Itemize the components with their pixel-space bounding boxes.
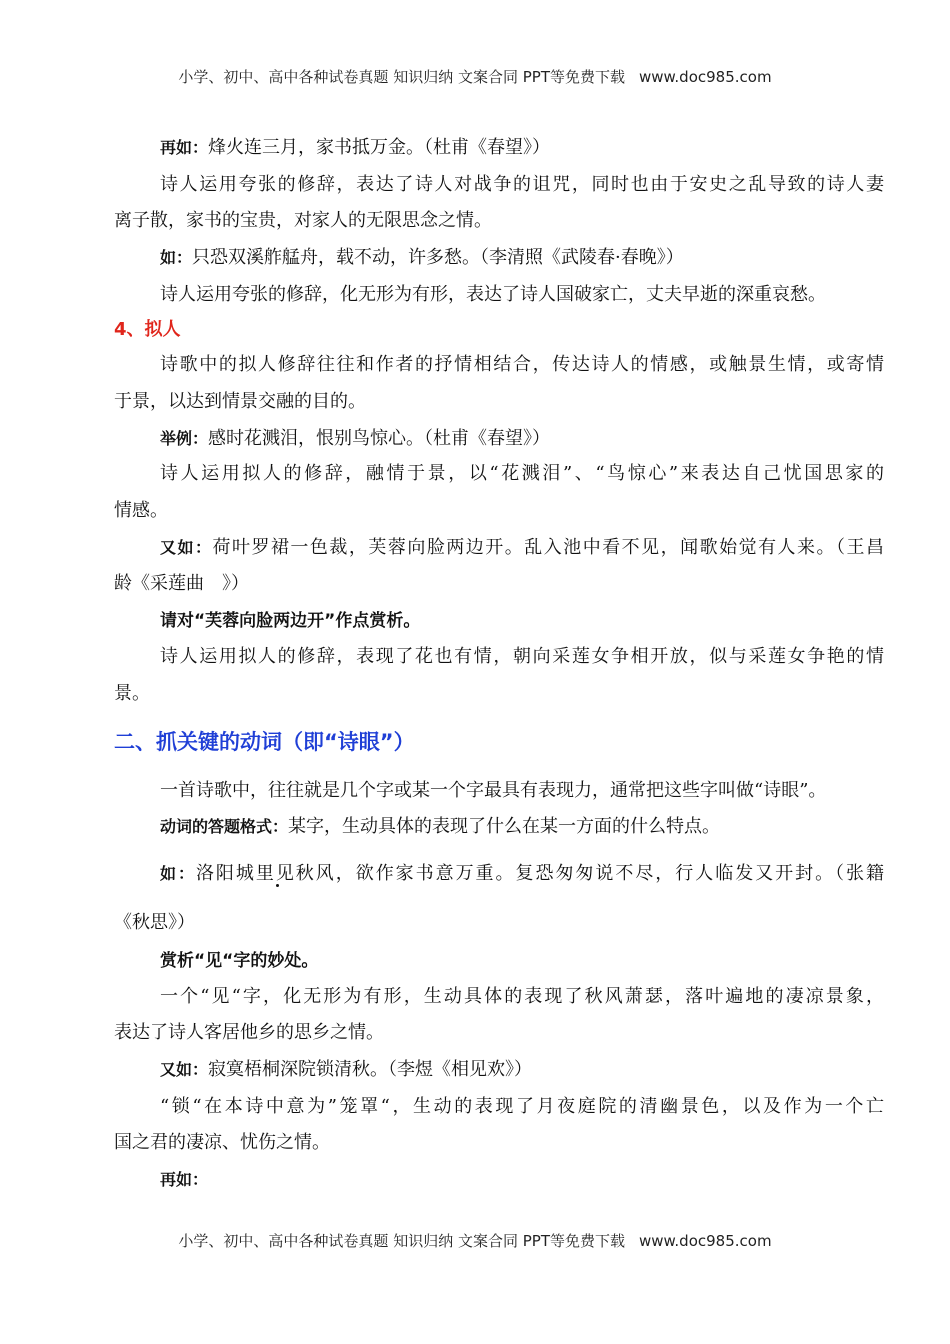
analysis-line: 表达了诗人客居他乡的思乡之情。: [114, 1022, 384, 1043]
example-label: 再如：: [160, 1170, 209, 1189]
example-text: 寂寞梧桐深院锁清秋。（李煜《相见欢》）: [208, 1059, 533, 1080]
section-heading: 二、抓关键的动词（即“诗眼”）: [114, 730, 415, 754]
example-text: 荷叶罗裙一色裁，芙蓉向脸两边开。乱入池中看不见，闻歌始觉有人来。（王昌: [212, 537, 884, 558]
paragraph-line: 于景，以达到情景交融的目的。: [114, 391, 366, 412]
analysis-line: 国之君的凄凉、忧伤之情。: [114, 1132, 330, 1153]
analysis-line: “锁“在本诗中意为”笼罩“，生动的表现了月夜庭院的清幽景色，以及作为一个亡: [160, 1096, 884, 1117]
analysis-line: 诗人运用夸张的修辞，表达了诗人对战争的诅咒，同时也由于安史之乱导致的诗人妻: [160, 174, 884, 195]
example-line: [160, 246, 884, 270]
example-line: [160, 1168, 884, 1192]
analysis-line: 离子散，家书的宝贵，对家人的无限思念之情。: [114, 210, 492, 231]
header-url[interactable]: www.doc985.com: [638, 68, 772, 86]
question-line: 赏析“见“字的妙处。: [160, 951, 319, 971]
example-text: 只恐双溪舴艋舟，载不动，许多愁。（李清照《武陵春·春晚》）: [192, 247, 684, 268]
example-text-cont: 《秋思》）: [114, 912, 195, 933]
header-title: 小学、初中、高中各种试卷真题 知识归纳 文案合同 PPT等免费下载: [178, 68, 625, 86]
question-line: 请对“芙蓉向脸两边开”作点赏析。: [160, 611, 421, 631]
example-text: 感时花溅泪，恨别鸟惊心。（杜甫《春望》）: [208, 428, 551, 449]
analysis-line: 诗人运用夸张的修辞，化无形为有形，表达了诗人国破家亡，丈夫早逝的深重哀愁。: [160, 284, 826, 305]
example-label: 如：: [160, 248, 193, 267]
footer-url[interactable]: www.doc985.com: [638, 1232, 772, 1250]
format-text: 某字，生动具体的表现了什么在某一方面的什么特点。: [288, 816, 721, 837]
analysis-line: 诗人运用拟人的修辞，表现了花也有情，朝向采莲女争相开放，似与采莲女争艳的情: [160, 646, 884, 667]
emphasis-dot: [276, 884, 279, 887]
example-line: [160, 136, 884, 160]
format-label: 动词的答题格式：: [160, 817, 289, 836]
paragraph-line: 一首诗歌中，往往就是几个字或某一个字最具有表现力，通常把这些字叫做“诗眼”。: [160, 780, 827, 801]
format-line: [160, 815, 884, 839]
section-heading: 4、拟人: [114, 319, 181, 340]
example-label: 如：: [160, 864, 196, 883]
analysis-line: 情感。: [114, 500, 168, 521]
analysis-line: 诗人运用拟人的修辞，融情于景，以“花溅泪”、“鸟惊心”来表达自己忧国思家的: [160, 463, 884, 484]
page-header: [0, 66, 950, 87]
example-label: 又如：: [160, 538, 213, 557]
example-text: 烽火连三月，家书抵万金。（杜甫《春望》）: [208, 137, 551, 158]
paragraph-line: 诗歌中的拟人修辞往往和作者的抒情相结合，传达诗人的情感，或触景生情，或寄情: [160, 354, 884, 375]
page-footer: [0, 1230, 950, 1251]
example-label: 再如：: [160, 138, 209, 157]
analysis-line: 一个“见“字，化无形为有形，生动具体的表现了秋风萧瑟，落叶遍地的凄凉景象，: [160, 986, 884, 1007]
example-text: 洛阳城里见秋风，欲作家书意万重。复恐匆匆说不尽，行人临发又开封。（张籍: [195, 863, 884, 884]
example-label: 举例：: [160, 429, 209, 448]
example-line: [160, 536, 884, 560]
analysis-line: 景。: [114, 683, 150, 704]
example-line: [160, 427, 884, 451]
example-line: [160, 862, 884, 886]
example-line: [160, 1058, 884, 1082]
footer-title: 小学、初中、高中各种试卷真题 知识归纳 文案合同 PPT等免费下载: [178, 1232, 625, 1250]
example-label: 又如：: [160, 1060, 209, 1079]
example-text-cont: 龄《采莲曲 》）: [114, 573, 249, 594]
